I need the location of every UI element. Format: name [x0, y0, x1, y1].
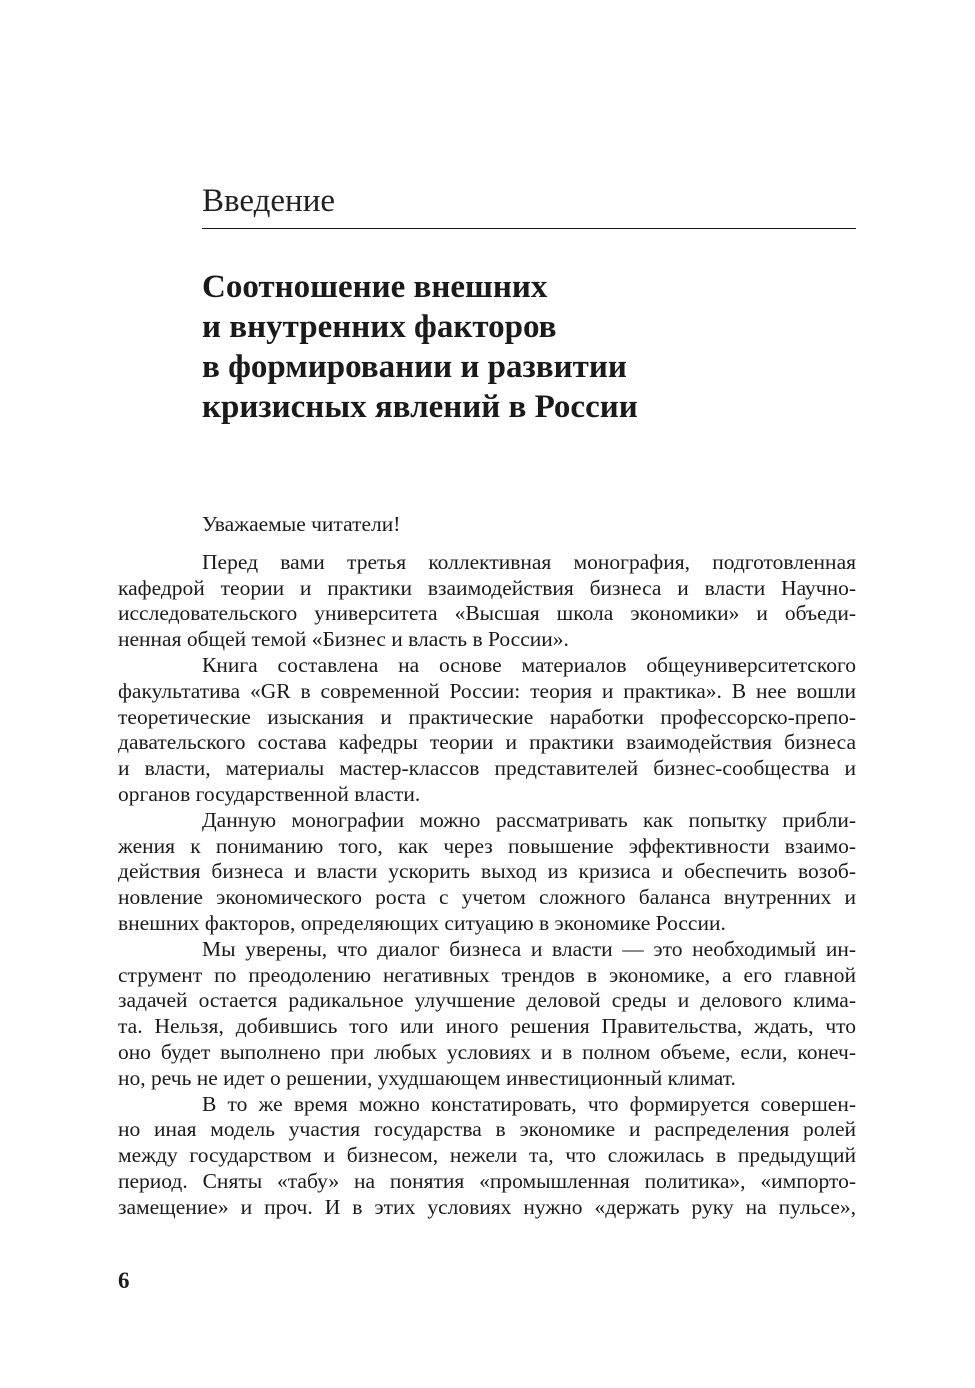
text-line: и власти, материалы мастер-классов представителей бизнес-сообщества и: [118, 756, 856, 781]
text-line: факультатива «GR в современной России: теория и практика». В нее вошли: [118, 678, 856, 703]
text-line: период. Сняты «табу» на понятия «промышленная политика», «импорто-: [118, 1168, 856, 1193]
text-line: В то же время можно констатировать, что формируется совершен-: [202, 1091, 856, 1116]
text-line: Мы уверены, что диалог бизнеса и власти — это необходимый ин-: [202, 936, 856, 961]
text-line: замещение» и проч. И в этих условиях нужно «держать руку на пульсе»,: [118, 1194, 856, 1219]
text-line: органов государственной власти.: [118, 781, 421, 806]
text-line: внешних факторов, определяющих ситуацию в экономике России.: [118, 910, 726, 935]
text-line: между государством и бизнесом, нежели та, что сложилась в предыдущий: [118, 1143, 856, 1168]
page-number: 6: [118, 1268, 130, 1293]
text-line: Данную монографии можно рассматривать как попытку прибли-: [202, 807, 856, 832]
chapter-title-line: и внутренних факторов: [202, 309, 557, 345]
section-label: Введение: [202, 183, 336, 219]
text-line: давательского состава кафедры теории и практики взаимодействия бизнеса: [118, 730, 856, 755]
text-line: кафедрой теории и практики взаимодействия бизнеса и власти Научно-: [118, 575, 856, 600]
chapter-title-line: кризисных явлений в России: [202, 389, 638, 425]
header-rule: [202, 228, 856, 229]
text-line: но иная модель участия государства в экономике и распределения ролей: [118, 1117, 856, 1142]
text-line: та. Нельзя, добившись того или иного решения Правительства, ждать, что: [118, 1014, 856, 1039]
text-line: Перед вами третья коллективная монография, подготовленная: [202, 549, 856, 574]
text-line: задачей остается радикальное улучшение деловой среды и делового клима-: [118, 988, 856, 1013]
text-line: новление экономического роста с учетом сложного баланса внутренних и: [118, 885, 856, 910]
text-line: действия бизнеса и власти ускорить выход из кризиса и обеспечить возоб-: [118, 859, 856, 884]
greeting: Уважаемые читатели!: [202, 512, 401, 536]
chapter-title-line: в формировании и развитии: [202, 349, 627, 385]
text-line: Книга составлена на основе материалов общеуниверситетского: [202, 652, 856, 677]
text-line: ненная общей темой «Бизнес и власть в России».: [118, 627, 569, 652]
text-line: оно будет выполнено при любых условиях и в полном объеме, если, конеч-: [118, 1039, 856, 1064]
text-line: теоретические изыскания и практические наработки профессорско-препо-: [118, 704, 856, 729]
chapter-title: [202, 267, 856, 427]
text-line: но, речь не идет о решении, ухудшающем инвестиционный климат.: [118, 1065, 736, 1090]
chapter-title-line: Соотношение внешних: [202, 269, 548, 305]
text-line: жения к пониманию того, как через повышение эффективности взаимо-: [118, 833, 856, 858]
text-line: исследовательского университета «Высшая школа экономики» и объеди-: [118, 601, 856, 626]
text-line: струмент по преодолению негативных трендов в экономике, а его главной: [118, 962, 856, 987]
paragraph-gap: [118, 538, 856, 550]
body-text: [118, 512, 856, 1221]
